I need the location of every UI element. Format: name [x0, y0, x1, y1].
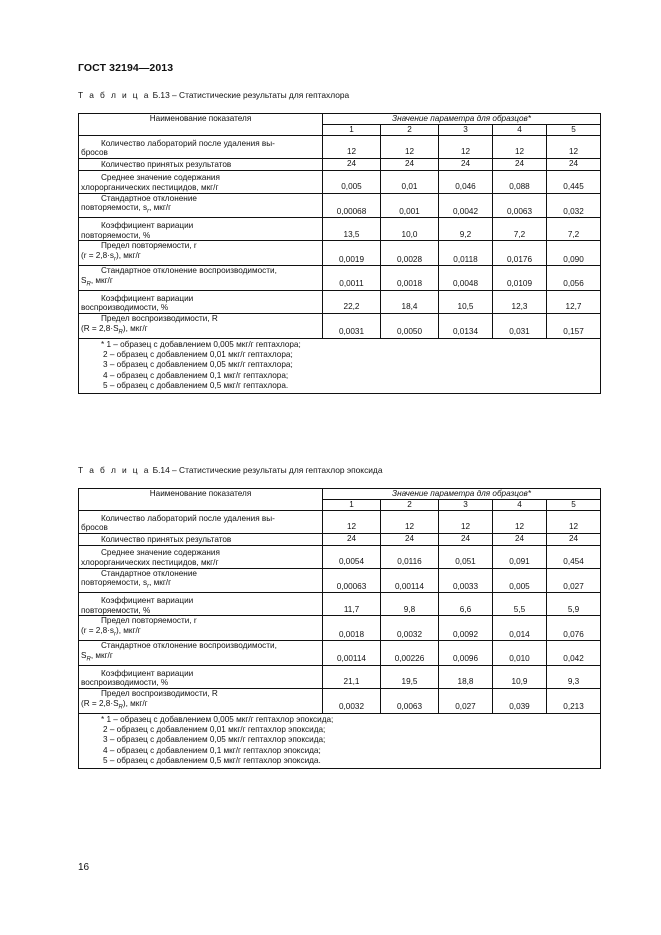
footnote-line: 4 – образец с добавлением 0,1 мкг/г гептахлор эпоксида; — [103, 745, 321, 755]
table-row — [79, 136, 601, 159]
row-label-line1: Количество принятых результатов — [101, 535, 232, 544]
row-label-subscript: R — [118, 704, 123, 711]
table-cell: 5,5 — [493, 593, 547, 616]
table-cell: 0,0096 — [439, 641, 493, 666]
table-cell: 0,039 — [493, 689, 547, 714]
table-cell: 0,0092 — [439, 616, 493, 641]
row-label-tail: ), мкг/г — [116, 251, 141, 261]
table-row — [79, 314, 601, 339]
footnote-line: 2 – образец с добавлением 0,01 мкг/г гептахлора; — [103, 350, 293, 360]
table-cell: 0,0032 — [323, 689, 381, 714]
table-cell: 24 — [547, 159, 601, 171]
column-number: 2 — [381, 500, 439, 511]
table-cell: 0,031 — [493, 314, 547, 339]
row-label-line2: S — [81, 650, 87, 660]
row-label-line1: Стандартное отклонение — [101, 193, 197, 203]
stats-table-b14 — [78, 488, 601, 769]
footnote-line: 3 – образец с добавлением 0,05 мкг/г гептахлора; — [103, 360, 293, 370]
table-cell: 9,8 — [381, 593, 439, 616]
table-body — [79, 114, 601, 394]
table-cell: 7,2 — [547, 218, 601, 241]
table-cell: 0,0031 — [323, 314, 381, 339]
group-header-text: Значение параметра для образцов* — [392, 489, 531, 499]
column-number: 1 — [323, 125, 381, 136]
row-label — [79, 568, 323, 593]
row-label — [79, 291, 323, 314]
table-cell: 12 — [381, 511, 439, 534]
table-cell: 9,3 — [547, 666, 601, 689]
row-label-subscript: r — [147, 208, 150, 215]
table-cell: 0,0028 — [381, 241, 439, 266]
table-row — [79, 266, 601, 291]
row-label-line2: (r = 2,8·s — [81, 626, 114, 636]
table-cell: 24 — [439, 159, 493, 171]
stats-table-b13 — [78, 113, 601, 394]
column-group-header — [323, 114, 601, 125]
row-label — [79, 593, 323, 616]
row-label-subscript: r — [147, 583, 150, 590]
row-label-line1: Предел воспроизводимости, R — [101, 689, 218, 699]
column-number: 1 — [323, 500, 381, 511]
row-label-line2: бросов — [81, 523, 108, 533]
row-label-tail: ), мкг/г — [122, 698, 148, 708]
row-label-line2: повторяемости, s — [81, 203, 148, 213]
row-label-subscript: R — [118, 329, 123, 336]
table-cell: 0,0116 — [381, 545, 439, 568]
table-row — [79, 641, 601, 666]
table-cell: 12,3 — [493, 291, 547, 314]
footnote-line: * 1 – образец с добавлением 0,005 мкг/г гептахлора; — [101, 339, 301, 349]
table-cell: 0,027 — [439, 689, 493, 714]
table-cell: 7,2 — [493, 218, 547, 241]
table-row — [79, 291, 601, 314]
table-caption-b14 — [78, 465, 382, 475]
table-cell: 24 — [323, 159, 381, 171]
row-label-line1: Коэффициент вариации — [101, 668, 194, 678]
table-cell: 0,076 — [547, 616, 601, 641]
table-cell: 0,032 — [547, 193, 601, 218]
table-cell: 0,056 — [547, 266, 601, 291]
table-row — [79, 241, 601, 266]
row-label-subscript: R — [86, 656, 91, 663]
table-cell: 0,00114 — [323, 641, 381, 666]
column-header-name: Наименование показателя — [79, 114, 323, 136]
table-cell: 12 — [493, 511, 547, 534]
table-row — [79, 218, 601, 241]
table-cell: 0,0048 — [439, 266, 493, 291]
row-label-line1: Среднее значение содержания — [101, 173, 220, 183]
table-cell: 0,01 — [381, 170, 439, 193]
row-label-line2: хлорорганических пестицидов, мкг/г — [81, 558, 219, 567]
row-label — [79, 136, 323, 159]
table-cell: 5,9 — [547, 593, 601, 616]
row-label-tail: , мкг/г — [149, 578, 172, 588]
row-label — [79, 170, 323, 193]
footnote-line: 4 – образец с добавлением 0,1 мкг/г гептахлора; — [103, 370, 289, 380]
row-label-line1: Коэффициент вариации — [101, 596, 194, 606]
table-cell: 0,0176 — [493, 241, 547, 266]
row-label-line2: воспроизводимости, % — [81, 678, 169, 688]
table-cell: 0,0011 — [323, 266, 381, 291]
row-label-tail: ), мкг/г — [116, 626, 141, 636]
caption-word: Т а б л и ц а — [78, 465, 151, 475]
group-header-text: Значение параметра для образцов* — [392, 114, 531, 124]
table-cell: 0,0063 — [381, 689, 439, 714]
column-number: 5 — [547, 125, 601, 136]
table-cell: 6,6 — [439, 593, 493, 616]
table-row — [79, 689, 601, 714]
row-label-line1: Коэффициент вариации — [101, 293, 194, 303]
table-cell: 0,157 — [547, 314, 601, 339]
column-number: 3 — [439, 125, 493, 136]
table-cell: 0,088 — [493, 170, 547, 193]
row-label-line1: Количество принятых результатов — [101, 160, 232, 169]
row-label-line2: повторяемости, % — [81, 230, 151, 240]
row-label-line2: повторяемости, s — [81, 578, 148, 588]
table-cell: 0,0019 — [323, 241, 381, 266]
row-label — [79, 689, 323, 714]
notes-row — [79, 713, 601, 768]
table-cell: 19,5 — [381, 666, 439, 689]
row-label — [79, 159, 323, 171]
row-label-line1: Коэффициент вариации — [101, 221, 194, 231]
table-row — [79, 616, 601, 641]
row-label-line1: Предел повторяемости, r — [101, 616, 197, 626]
table-row — [79, 666, 601, 689]
row-label-line1: Предел воспроизводимости, R — [101, 314, 218, 324]
row-label-line2: бросов — [81, 148, 108, 158]
caption-text: Б.13 – Статистические результаты для гептахлора — [152, 90, 350, 100]
table-row — [79, 593, 601, 616]
table-cell: 12 — [381, 136, 439, 159]
table-row — [79, 193, 601, 218]
table-cell: 0,027 — [547, 568, 601, 593]
row-label-subscript: R — [86, 281, 91, 288]
table-cell: 0,0063 — [493, 193, 547, 218]
table-cell: 0,0054 — [323, 545, 381, 568]
row-label — [79, 545, 323, 568]
footnote-line: 3 – образец с добавлением 0,05 мкг/г гептахлор эпоксида; — [103, 735, 326, 745]
row-label-tail: ), мкг/г — [122, 323, 148, 333]
table-cell: 0,00068 — [323, 193, 381, 218]
table-body — [79, 489, 601, 769]
table-cell: 24 — [381, 159, 439, 171]
table-cell: 24 — [493, 159, 547, 171]
table-row — [79, 545, 601, 568]
table-cell: 13,5 — [323, 218, 381, 241]
column-number: 3 — [439, 500, 493, 511]
row-label-subscript: r — [114, 631, 116, 638]
row-label-line2: S — [81, 275, 87, 285]
row-label-line2: воспроизводимости, % — [81, 303, 169, 313]
table-cell: 18,4 — [381, 291, 439, 314]
table-cell: 12 — [439, 136, 493, 159]
row-label — [79, 511, 323, 534]
page-number: 16 — [78, 862, 90, 873]
row-label-line1: Стандартное отклонение воспроизводимости, — [101, 266, 277, 276]
footnote-line: 2 – образец с добавлением 0,01 мкг/г гептахлор эпоксида; — [103, 725, 326, 735]
table-cell: 0,046 — [439, 170, 493, 193]
row-label — [79, 266, 323, 291]
table-cell: 0,005 — [493, 568, 547, 593]
column-number: 2 — [381, 125, 439, 136]
table-cell: 12 — [323, 136, 381, 159]
table-cell: 24 — [547, 534, 601, 546]
row-label — [79, 314, 323, 339]
table-cell: 0,005 — [323, 170, 381, 193]
table-cell: 12 — [547, 511, 601, 534]
row-label — [79, 666, 323, 689]
table-cell: 10,5 — [439, 291, 493, 314]
row-label — [79, 241, 323, 266]
table-cell: 0,00226 — [381, 641, 439, 666]
row-label-line1: Стандартное отклонение воспроизводимости, — [101, 641, 277, 651]
table-cell: 0,00063 — [323, 568, 381, 593]
document-code: ГОСТ 32194—2013 — [78, 62, 174, 74]
row-label-line1: Количество лабораторий после удаления вы- — [101, 138, 275, 148]
table-cell: 0,0033 — [439, 568, 493, 593]
table-cell: 0,0134 — [439, 314, 493, 339]
table-cell: 0,0109 — [493, 266, 547, 291]
table-cell: 0,014 — [493, 616, 547, 641]
table-cell: 0,445 — [547, 170, 601, 193]
header-row — [79, 489, 601, 500]
row-label-line2: (R = 2,8·S — [81, 698, 119, 708]
table-cell: 0,091 — [493, 545, 547, 568]
row-label-line2: (r = 2,8·s — [81, 251, 114, 261]
row-label-line2: хлорорганических пестицидов, мкг/г — [81, 183, 219, 192]
row-label — [79, 218, 323, 241]
row-label-subscript: r — [114, 256, 116, 263]
row-label-line1: Среднее значение содержания — [101, 548, 220, 558]
table-cell: 0,042 — [547, 641, 601, 666]
table-cell: 21,1 — [323, 666, 381, 689]
table-cell: 24 — [323, 534, 381, 546]
row-label-tail: , мкг/г — [90, 650, 113, 660]
table-cell: 0,0018 — [381, 266, 439, 291]
column-group-header — [323, 489, 601, 500]
footnote-line: 5 – образец с добавлением 0,5 мкг/г гептахлора. — [103, 380, 289, 390]
table-footnotes — [79, 713, 601, 768]
footnote-line: 5 – образец с добавлением 0,5 мкг/г гептахлор эпоксида. — [103, 755, 321, 765]
table-cell: 9,2 — [439, 218, 493, 241]
table-cell: 0,090 — [547, 241, 601, 266]
table-cell: 10,9 — [493, 666, 547, 689]
row-label — [79, 641, 323, 666]
table-cell: 11,7 — [323, 593, 381, 616]
table-cell: 12 — [323, 511, 381, 534]
table-row — [79, 159, 601, 171]
table-cell: 12 — [493, 136, 547, 159]
table-footnotes — [79, 338, 601, 393]
row-label — [79, 534, 323, 546]
table-row — [79, 511, 601, 534]
table-cell: 12 — [547, 136, 601, 159]
footnote-line: * 1 – образец с добавлением 0,005 мкг/г гептахлор эпоксида; — [101, 714, 334, 724]
row-label-line2: повторяемости, % — [81, 605, 151, 615]
row-label-line1: Стандартное отклонение — [101, 568, 197, 578]
column-number: 5 — [547, 500, 601, 511]
table-row — [79, 534, 601, 546]
table-cell: 22,2 — [323, 291, 381, 314]
table-cell: 0,0032 — [381, 616, 439, 641]
table-row — [79, 170, 601, 193]
notes-row — [79, 338, 601, 393]
row-label-line1: Предел повторяемости, r — [101, 241, 197, 251]
table-cell: 12 — [439, 511, 493, 534]
column-header-name: Наименование показателя — [79, 489, 323, 511]
table-cell: 0,00114 — [381, 568, 439, 593]
table-cell: 0,051 — [439, 545, 493, 568]
row-label — [79, 193, 323, 218]
table-cell: 0,454 — [547, 545, 601, 568]
header-row — [79, 114, 601, 125]
table-cell: 0,010 — [493, 641, 547, 666]
row-label — [79, 616, 323, 641]
table-cell: 0,0118 — [439, 241, 493, 266]
table-cell: 24 — [381, 534, 439, 546]
caption-word: Т а б л и ц а — [78, 90, 151, 100]
table-cell: 12,7 — [547, 291, 601, 314]
table-row — [79, 568, 601, 593]
column-number: 4 — [493, 500, 547, 511]
table-cell: 10,0 — [381, 218, 439, 241]
column-number: 4 — [493, 125, 547, 136]
table-cell: 0,213 — [547, 689, 601, 714]
table-cell: 18,8 — [439, 666, 493, 689]
table-cell: 0,001 — [381, 193, 439, 218]
row-label-line2: (R = 2,8·S — [81, 323, 119, 333]
table-cell: 24 — [493, 534, 547, 546]
row-label-line1: Количество лабораторий после удаления вы- — [101, 513, 275, 523]
table-cell: 0,0050 — [381, 314, 439, 339]
caption-text: Б.14 – Статистические результаты для гептахлор эпоксида — [152, 465, 383, 475]
table-caption-b13 — [78, 90, 349, 100]
table-cell: 24 — [439, 534, 493, 546]
row-label-tail: , мкг/г — [90, 275, 113, 285]
table-cell: 0,0042 — [439, 193, 493, 218]
table-cell: 0,0018 — [323, 616, 381, 641]
row-label-tail: , мкг/г — [149, 203, 172, 213]
